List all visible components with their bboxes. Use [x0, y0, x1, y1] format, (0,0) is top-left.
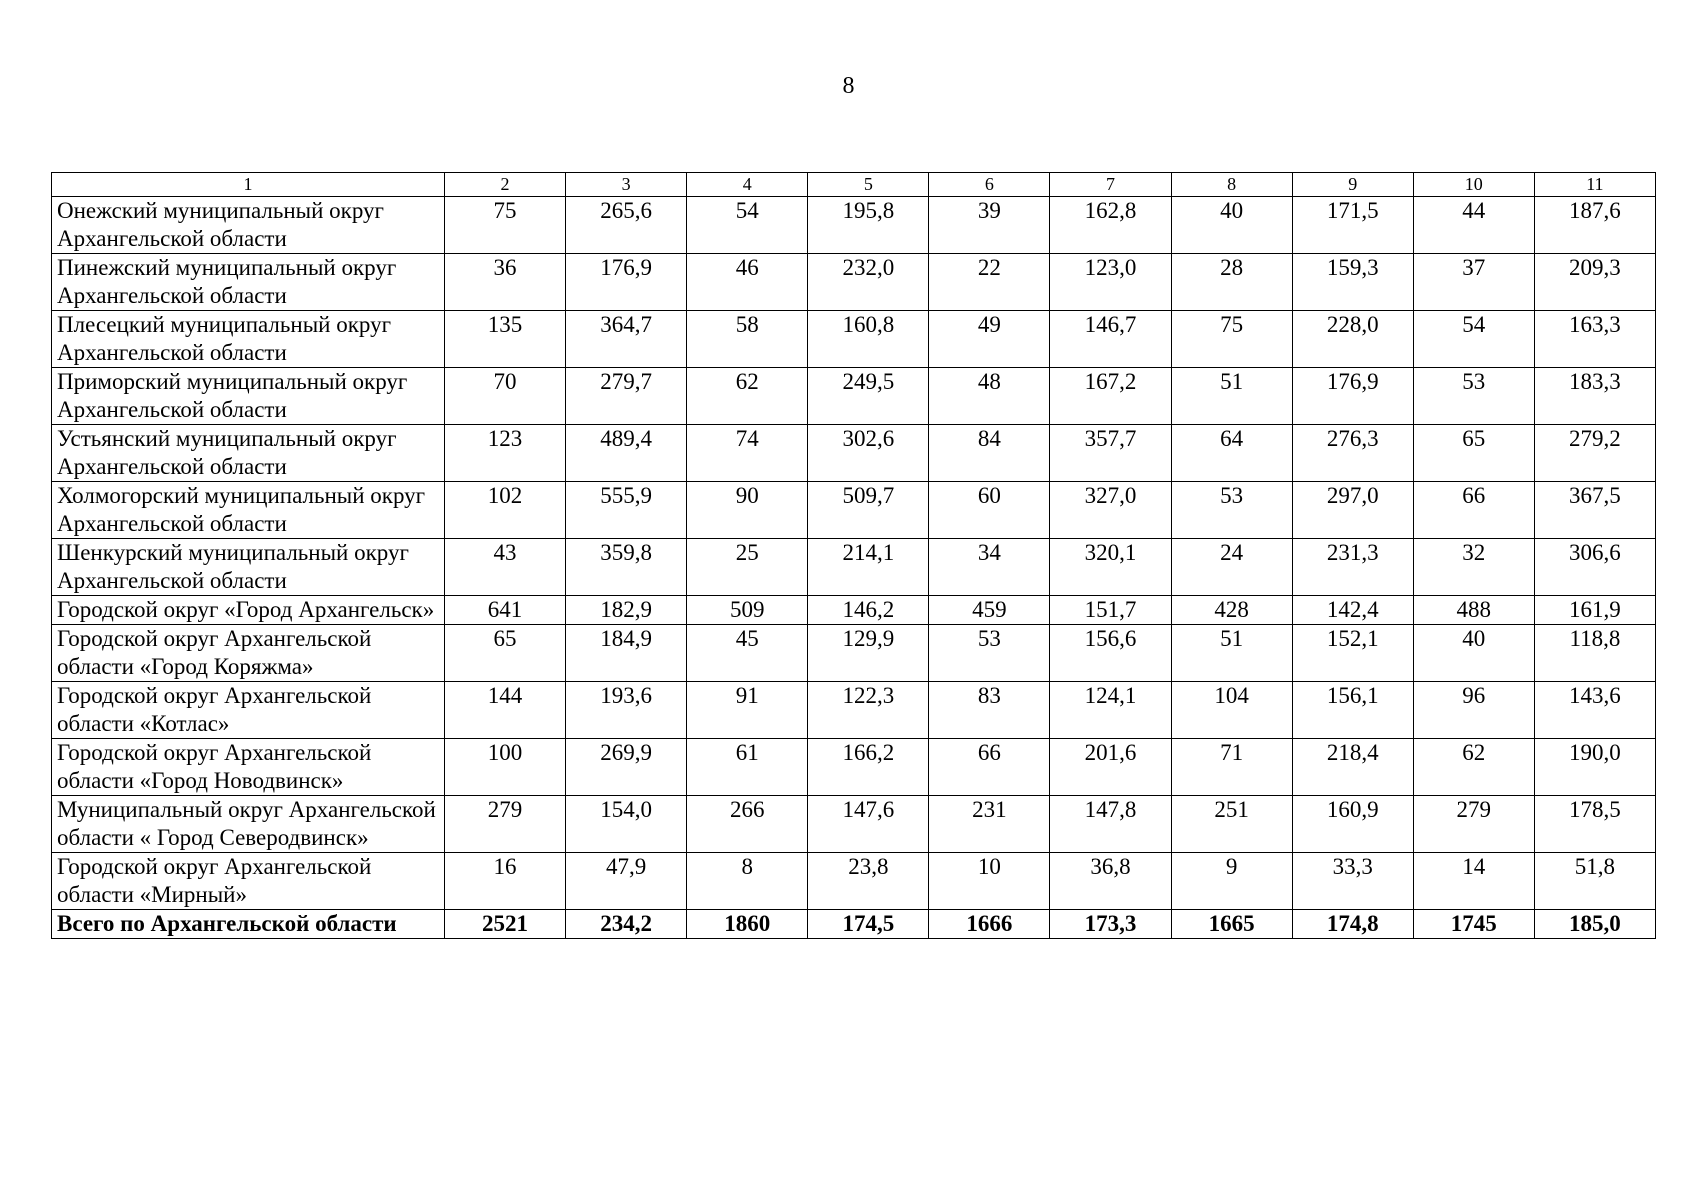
- column-number: 7: [1050, 173, 1171, 197]
- district-name: Шенкурский муниципальный округ Архангельской области: [52, 539, 445, 596]
- value-cell: 36: [445, 254, 566, 311]
- district-name: Городской округ «Город Архангельск»: [52, 596, 445, 625]
- value-cell: 32: [1413, 539, 1534, 596]
- value-cell: 75: [1171, 311, 1292, 368]
- value-cell: 641: [445, 596, 566, 625]
- value-cell: 184,9: [566, 625, 687, 682]
- value-cell: 231: [929, 796, 1050, 853]
- value-cell: 22: [929, 254, 1050, 311]
- value-cell: 124,1: [1050, 682, 1171, 739]
- value-cell: 279: [445, 796, 566, 853]
- value-cell: 459: [929, 596, 1050, 625]
- table-body: [52, 197, 1656, 939]
- value-cell: 33,3: [1292, 853, 1413, 910]
- value-cell: 62: [687, 368, 808, 425]
- value-cell: 182,9: [566, 596, 687, 625]
- value-cell: 23,8: [808, 853, 929, 910]
- column-number: 6: [929, 173, 1050, 197]
- value-cell: 251: [1171, 796, 1292, 853]
- value-cell: 327,0: [1050, 482, 1171, 539]
- table-row: [52, 682, 1656, 739]
- value-cell: 43: [445, 539, 566, 596]
- value-cell: 160,8: [808, 311, 929, 368]
- value-cell: 185,0: [1534, 910, 1655, 939]
- value-cell: 45: [687, 625, 808, 682]
- value-cell: 279,2: [1534, 425, 1655, 482]
- table-row: [52, 625, 1656, 682]
- value-cell: 83: [929, 682, 1050, 739]
- value-cell: 488: [1413, 596, 1534, 625]
- value-cell: 46: [687, 254, 808, 311]
- column-number: 10: [1413, 173, 1534, 197]
- value-cell: 190,0: [1534, 739, 1655, 796]
- value-cell: 279,7: [566, 368, 687, 425]
- value-cell: 509,7: [808, 482, 929, 539]
- value-cell: 176,9: [1292, 368, 1413, 425]
- value-cell: 74: [687, 425, 808, 482]
- value-cell: 75: [445, 197, 566, 254]
- value-cell: 201,6: [1050, 739, 1171, 796]
- value-cell: 37: [1413, 254, 1534, 311]
- value-cell: 156,1: [1292, 682, 1413, 739]
- column-number: 2: [445, 173, 566, 197]
- value-cell: 91: [687, 682, 808, 739]
- column-number: 11: [1534, 173, 1655, 197]
- value-cell: 39: [929, 197, 1050, 254]
- value-cell: 44: [1413, 197, 1534, 254]
- column-number: 9: [1292, 173, 1413, 197]
- value-cell: 306,6: [1534, 539, 1655, 596]
- value-cell: 163,3: [1534, 311, 1655, 368]
- value-cell: 129,9: [808, 625, 929, 682]
- total-row: [52, 910, 1656, 939]
- value-cell: 48: [929, 368, 1050, 425]
- value-cell: 24: [1171, 539, 1292, 596]
- value-cell: 53: [1413, 368, 1534, 425]
- value-cell: 156,6: [1050, 625, 1171, 682]
- district-name: Онежский муниципальный округ Архангельской области: [52, 197, 445, 254]
- value-cell: 509: [687, 596, 808, 625]
- value-cell: 195,8: [808, 197, 929, 254]
- table-row: [52, 853, 1656, 910]
- value-cell: 102: [445, 482, 566, 539]
- value-cell: 65: [1413, 425, 1534, 482]
- value-cell: 214,1: [808, 539, 929, 596]
- table-row: [52, 796, 1656, 853]
- value-cell: 142,4: [1292, 596, 1413, 625]
- column-number: 4: [687, 173, 808, 197]
- value-cell: 234,2: [566, 910, 687, 939]
- value-cell: 122,3: [808, 682, 929, 739]
- value-cell: 166,2: [808, 739, 929, 796]
- value-cell: 279: [1413, 796, 1534, 853]
- value-cell: 231,3: [1292, 539, 1413, 596]
- value-cell: 232,0: [808, 254, 929, 311]
- value-cell: 151,7: [1050, 596, 1171, 625]
- value-cell: 302,6: [808, 425, 929, 482]
- district-name: Городской округ Архангельской области «Город Коряжма»: [52, 625, 445, 682]
- value-cell: 51: [1171, 368, 1292, 425]
- value-cell: 123,0: [1050, 254, 1171, 311]
- value-cell: 178,5: [1534, 796, 1655, 853]
- value-cell: 84: [929, 425, 1050, 482]
- table-row: [52, 368, 1656, 425]
- value-cell: 1666: [929, 910, 1050, 939]
- value-cell: 209,3: [1534, 254, 1655, 311]
- value-cell: 40: [1413, 625, 1534, 682]
- table-row: [52, 197, 1656, 254]
- value-cell: 58: [687, 311, 808, 368]
- value-cell: 96: [1413, 682, 1534, 739]
- district-name: Городской округ Архангельской области «Котлас»: [52, 682, 445, 739]
- column-number: 3: [566, 173, 687, 197]
- table-row: [52, 596, 1656, 625]
- value-cell: 66: [929, 739, 1050, 796]
- district-name: Муниципальный округ Архангельской области « Город Северодвинск»: [52, 796, 445, 853]
- value-cell: 49: [929, 311, 1050, 368]
- table-row: [52, 539, 1656, 596]
- value-cell: 147,6: [808, 796, 929, 853]
- value-cell: 34: [929, 539, 1050, 596]
- value-cell: 143,6: [1534, 682, 1655, 739]
- value-cell: 154,0: [566, 796, 687, 853]
- value-cell: 218,4: [1292, 739, 1413, 796]
- value-cell: 64: [1171, 425, 1292, 482]
- value-cell: 359,8: [566, 539, 687, 596]
- value-cell: 183,3: [1534, 368, 1655, 425]
- value-cell: 62: [1413, 739, 1534, 796]
- value-cell: 193,6: [566, 682, 687, 739]
- value-cell: 320,1: [1050, 539, 1171, 596]
- district-name: Городской округ Архангельской области «Мирный»: [52, 853, 445, 910]
- value-cell: 8: [687, 853, 808, 910]
- value-cell: 428: [1171, 596, 1292, 625]
- value-cell: 489,4: [566, 425, 687, 482]
- value-cell: 146,7: [1050, 311, 1171, 368]
- value-cell: 1745: [1413, 910, 1534, 939]
- value-cell: 10: [929, 853, 1050, 910]
- value-cell: 90: [687, 482, 808, 539]
- column-number: 8: [1171, 173, 1292, 197]
- value-cell: 28: [1171, 254, 1292, 311]
- value-cell: 167,2: [1050, 368, 1171, 425]
- table-row: [52, 425, 1656, 482]
- value-cell: 53: [929, 625, 1050, 682]
- value-cell: 66: [1413, 482, 1534, 539]
- district-name: Приморский муниципальный округ Архангельской области: [52, 368, 445, 425]
- value-cell: 47,9: [566, 853, 687, 910]
- value-cell: 265,6: [566, 197, 687, 254]
- column-number: 5: [808, 173, 929, 197]
- value-cell: 174,5: [808, 910, 929, 939]
- value-cell: 269,9: [566, 739, 687, 796]
- data-table: [51, 172, 1656, 939]
- value-cell: 118,8: [1534, 625, 1655, 682]
- value-cell: 146,2: [808, 596, 929, 625]
- table-row: [52, 739, 1656, 796]
- value-cell: 100: [445, 739, 566, 796]
- value-cell: 25: [687, 539, 808, 596]
- district-name: Плесецкий муниципальный округ Архангельской области: [52, 311, 445, 368]
- value-cell: 16: [445, 853, 566, 910]
- value-cell: 40: [1171, 197, 1292, 254]
- district-name: Пинежский муниципальный округ Архангельской области: [52, 254, 445, 311]
- value-cell: 159,3: [1292, 254, 1413, 311]
- value-cell: 160,9: [1292, 796, 1413, 853]
- column-number-row: [52, 173, 1656, 197]
- value-cell: 70: [445, 368, 566, 425]
- table-row: [52, 254, 1656, 311]
- table-header: [52, 173, 1656, 197]
- value-cell: 367,5: [1534, 482, 1655, 539]
- value-cell: 174,8: [1292, 910, 1413, 939]
- value-cell: 144: [445, 682, 566, 739]
- value-cell: 9: [1171, 853, 1292, 910]
- value-cell: 36,8: [1050, 853, 1171, 910]
- district-name: Холмогорский муниципальный округ Архангельской области: [52, 482, 445, 539]
- value-cell: 152,1: [1292, 625, 1413, 682]
- value-cell: 65: [445, 625, 566, 682]
- value-cell: 276,3: [1292, 425, 1413, 482]
- value-cell: 135: [445, 311, 566, 368]
- value-cell: 555,9: [566, 482, 687, 539]
- value-cell: 54: [687, 197, 808, 254]
- value-cell: 61: [687, 739, 808, 796]
- district-name: Всего по Архангельской области: [52, 910, 445, 939]
- district-name: Городской округ Архангельской области «Город Новодвинск»: [52, 739, 445, 796]
- district-name: Устьянский муниципальный округ Архангельской области: [52, 425, 445, 482]
- column-number: 1: [52, 173, 445, 197]
- value-cell: 53: [1171, 482, 1292, 539]
- value-cell: 71: [1171, 739, 1292, 796]
- value-cell: 176,9: [566, 254, 687, 311]
- page-number: 8: [842, 73, 855, 99]
- table-row: [52, 482, 1656, 539]
- value-cell: 1665: [1171, 910, 1292, 939]
- value-cell: 364,7: [566, 311, 687, 368]
- value-cell: 297,0: [1292, 482, 1413, 539]
- value-cell: 161,9: [1534, 596, 1655, 625]
- table-row: [52, 311, 1656, 368]
- value-cell: 51,8: [1534, 853, 1655, 910]
- value-cell: 162,8: [1050, 197, 1171, 254]
- value-cell: 357,7: [1050, 425, 1171, 482]
- value-cell: 2521: [445, 910, 566, 939]
- value-cell: 173,3: [1050, 910, 1171, 939]
- value-cell: 1860: [687, 910, 808, 939]
- value-cell: 123: [445, 425, 566, 482]
- value-cell: 147,8: [1050, 796, 1171, 853]
- value-cell: 60: [929, 482, 1050, 539]
- value-cell: 228,0: [1292, 311, 1413, 368]
- value-cell: 104: [1171, 682, 1292, 739]
- value-cell: 249,5: [808, 368, 929, 425]
- value-cell: 51: [1171, 625, 1292, 682]
- value-cell: 187,6: [1534, 197, 1655, 254]
- value-cell: 14: [1413, 853, 1534, 910]
- value-cell: 54: [1413, 311, 1534, 368]
- value-cell: 266: [687, 796, 808, 853]
- value-cell: 171,5: [1292, 197, 1413, 254]
